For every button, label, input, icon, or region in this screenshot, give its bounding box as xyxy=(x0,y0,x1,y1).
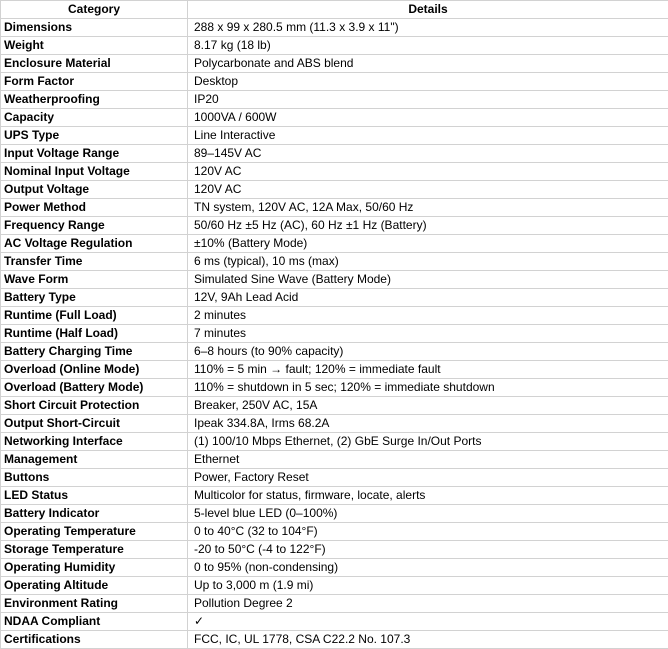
category-column-header: Category xyxy=(1,1,188,19)
category-cell: Management xyxy=(1,451,188,469)
category-cell: Weatherproofing xyxy=(1,91,188,109)
category-cell: Battery Indicator xyxy=(1,505,188,523)
category-cell: Operating Humidity xyxy=(1,559,188,577)
table-row xyxy=(1,271,668,289)
table-row xyxy=(1,505,668,523)
category-cell: Networking Interface xyxy=(1,433,188,451)
table-row xyxy=(1,433,668,451)
table-row xyxy=(1,487,668,505)
details-column-header: Details xyxy=(188,1,668,19)
table-row xyxy=(1,397,668,415)
details-cell: 0 to 95% (non-condensing) xyxy=(188,559,668,577)
category-cell: Battery Charging Time xyxy=(1,343,188,361)
table-row xyxy=(1,541,668,559)
details-cell: IP20 xyxy=(188,91,668,109)
category-cell: Certifications xyxy=(1,631,188,649)
category-cell: Environment Rating xyxy=(1,595,188,613)
category-cell: Buttons xyxy=(1,469,188,487)
category-cell: Weight xyxy=(1,37,188,55)
details-cell: 8.17 kg (18 lb) xyxy=(188,37,668,55)
details-cell: 120V AC xyxy=(188,181,668,199)
details-cell: 110% = shutdown in 5 sec; 120% = immediate shutdown xyxy=(188,379,668,397)
details-cell: 50/60 Hz ±5 Hz (AC), 60 Hz ±1 Hz (Battery) xyxy=(188,217,668,235)
table-row xyxy=(1,307,668,325)
category-cell: NDAA Compliant xyxy=(1,613,188,631)
category-cell: UPS Type xyxy=(1,127,188,145)
category-cell: Enclosure Material xyxy=(1,55,188,73)
table-row xyxy=(1,217,668,235)
category-cell: Overload (Online Mode) xyxy=(1,361,188,379)
details-cell: 110% = 5 min → fault; 120% = immediate fault xyxy=(188,361,668,379)
details-cell: 6 ms (typical), 10 ms (max) xyxy=(188,253,668,271)
category-cell: Capacity xyxy=(1,109,188,127)
details-cell: Polycarbonate and ABS blend xyxy=(188,55,668,73)
table-row xyxy=(1,325,668,343)
table-row xyxy=(1,55,668,73)
table-row xyxy=(1,379,668,397)
header-row xyxy=(1,1,668,19)
details-cell: ✓ xyxy=(188,613,668,631)
table-row xyxy=(1,181,668,199)
details-cell: Breaker, 250V AC, 15A xyxy=(188,397,668,415)
details-cell: 1000VA / 600W xyxy=(188,109,668,127)
category-cell: LED Status xyxy=(1,487,188,505)
table-row xyxy=(1,523,668,541)
spec-table-header xyxy=(1,1,668,19)
table-row xyxy=(1,577,668,595)
spec-table-body xyxy=(1,19,668,649)
category-cell: Operating Temperature xyxy=(1,523,188,541)
table-row xyxy=(1,361,668,379)
details-cell: ±10% (Battery Mode) xyxy=(188,235,668,253)
details-cell: 120V AC xyxy=(188,163,668,181)
category-cell: Overload (Battery Mode) xyxy=(1,379,188,397)
table-row xyxy=(1,343,668,361)
table-row xyxy=(1,91,668,109)
category-cell: AC Voltage Regulation xyxy=(1,235,188,253)
category-cell: Runtime (Full Load) xyxy=(1,307,188,325)
table-row xyxy=(1,631,668,649)
category-cell: Input Voltage Range xyxy=(1,145,188,163)
category-cell: Frequency Range xyxy=(1,217,188,235)
table-row xyxy=(1,37,668,55)
details-cell: 5-level blue LED (0–100%) xyxy=(188,505,668,523)
category-cell: Battery Type xyxy=(1,289,188,307)
category-cell: Nominal Input Voltage xyxy=(1,163,188,181)
details-cell: 89–145V AC xyxy=(188,145,668,163)
details-cell: 7 minutes xyxy=(188,325,668,343)
details-cell: Up to 3,000 m (1.9 mi) xyxy=(188,577,668,595)
category-cell: Output Short-Circuit xyxy=(1,415,188,433)
category-cell: Output Voltage xyxy=(1,181,188,199)
details-cell: 12V, 9Ah Lead Acid xyxy=(188,289,668,307)
details-cell: 2 minutes xyxy=(188,307,668,325)
details-cell: 0 to 40°C (32 to 104°F) xyxy=(188,523,668,541)
table-row xyxy=(1,559,668,577)
category-cell: Storage Temperature xyxy=(1,541,188,559)
category-cell: Transfer Time xyxy=(1,253,188,271)
category-cell: Dimensions xyxy=(1,19,188,37)
details-cell: 6–8 hours (to 90% capacity) xyxy=(188,343,668,361)
category-cell: Runtime (Half Load) xyxy=(1,325,188,343)
table-row xyxy=(1,451,668,469)
details-cell: (1) 100/10 Mbps Ethernet, (2) GbE Surge In/Out Ports xyxy=(188,433,668,451)
table-row xyxy=(1,253,668,271)
details-cell: Ipeak 334.8A, Irms 68.2A xyxy=(188,415,668,433)
table-row xyxy=(1,613,668,631)
table-row xyxy=(1,73,668,91)
details-cell: Ethernet xyxy=(188,451,668,469)
details-cell: -20 to 50°C (-4 to 122°F) xyxy=(188,541,668,559)
details-cell: Power, Factory Reset xyxy=(188,469,668,487)
category-cell: Power Method xyxy=(1,199,188,217)
table-row xyxy=(1,235,668,253)
table-row xyxy=(1,145,668,163)
table-row xyxy=(1,415,668,433)
table-row xyxy=(1,595,668,613)
details-cell: Line Interactive xyxy=(188,127,668,145)
table-row xyxy=(1,109,668,127)
table-row xyxy=(1,199,668,217)
table-row xyxy=(1,469,668,487)
details-cell: Multicolor for status, firmware, locate, alerts xyxy=(188,487,668,505)
category-cell: Wave Form xyxy=(1,271,188,289)
table-row xyxy=(1,127,668,145)
category-cell: Short Circuit Protection xyxy=(1,397,188,415)
details-cell: 288 x 99 x 280.5 mm (11.3 x 3.9 x 11") xyxy=(188,19,668,37)
table-row xyxy=(1,19,668,37)
details-cell: Pollution Degree 2 xyxy=(188,595,668,613)
details-cell: FCC, IC, UL 1778, CSA C22.2 No. 107.3 xyxy=(188,631,668,649)
table-row xyxy=(1,289,668,307)
details-cell: Desktop xyxy=(188,73,668,91)
details-cell: TN system, 120V AC, 12A Max, 50/60 Hz xyxy=(188,199,668,217)
details-cell: Simulated Sine Wave (Battery Mode) xyxy=(188,271,668,289)
table-row xyxy=(1,163,668,181)
category-cell: Operating Altitude xyxy=(1,577,188,595)
category-cell: Form Factor xyxy=(1,73,188,91)
